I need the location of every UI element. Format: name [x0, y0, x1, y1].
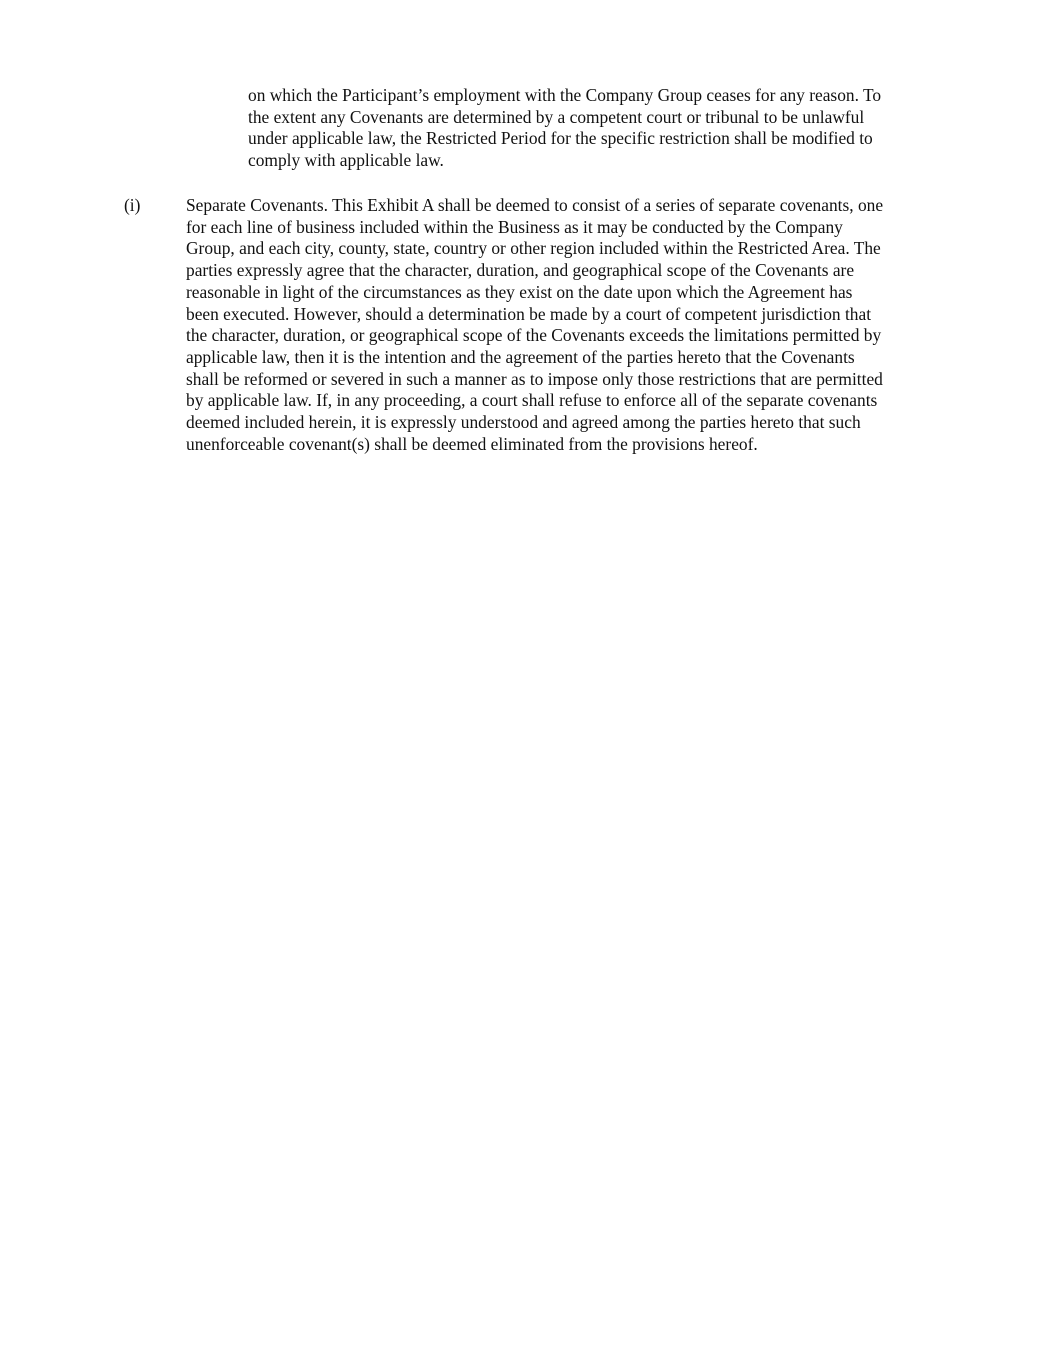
paragraph-line: the extent any Covenants are determined by a competent court or tribunal to be unlawful — [248, 106, 865, 127]
paragraph-line: on which the Participant’s employment with the Company Group ceases for any reason. To — [248, 85, 882, 105]
paragraph-line: for each line of business included within the Business as it may be conducted by the Company — [186, 216, 843, 237]
paragraph-line: the character, duration, or geographical scope of the Covenants exceeds the limitations permitted by — [186, 325, 882, 346]
paragraph-line: parties expressly agree that the character, duration, and geographical scope of the Covenants are — [186, 260, 855, 281]
paragraph-line: shall be reformed or severed in such a manner as to impose only those restrictions that are permitted — [186, 368, 883, 389]
item-marker: (i) — [124, 195, 141, 215]
paragraph-line: Separate Covenants. This Exhibit A shall be deemed to consist of a series of separate covenants, one — [186, 195, 884, 215]
paragraph-line: unenforceable covenant(s) shall be deemed eliminated from the provisions hereof. — [186, 433, 758, 454]
continuation-paragraph — [248, 85, 958, 172]
separate-covenants-paragraph — [186, 195, 966, 455]
paragraph-line: applicable law, then it is the intention and the agreement of the parties hereto that the Covenants — [186, 346, 855, 367]
paragraph-line: by applicable law. If, in any proceeding, a court shall refuse to enforce all of the separate covenants — [186, 390, 878, 411]
paragraph-line: reasonable in light of the circumstances as they exist on the date upon which the Agreement has — [186, 281, 853, 302]
paragraph-line: under applicable law, the Restricted Period for the specific restriction shall be modified to — [248, 128, 873, 149]
paragraph-line: deemed included herein, it is expressly understood and agreed among the parties hereto that such — [186, 412, 861, 433]
paragraph-line: Group, and each city, county, state, country or other region included within the Restricted Area. The — [186, 238, 881, 259]
paragraph-line: been executed. However, should a determination be made by a court of competent jurisdiction that — [186, 303, 872, 324]
paragraph-line: comply with applicable law. — [248, 150, 444, 171]
